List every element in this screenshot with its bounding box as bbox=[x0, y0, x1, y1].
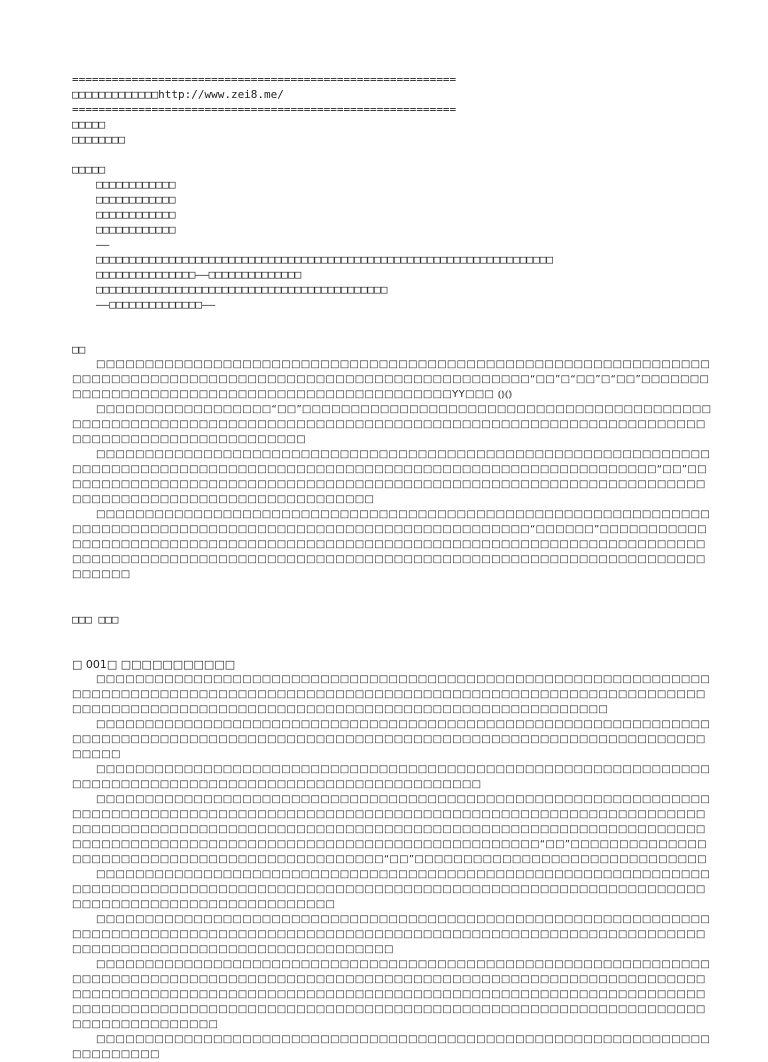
spacer bbox=[72, 582, 712, 612]
chapter-paragraph: □□□□□□□□□□□□□□□□□□□□□□□□□□□□□□□□□□□□□□□□□□□□□□□□□□□□□□□□□□□□□□□□□□□□□□□□□□□□□□□□□□□□□□□□□□□□□□□□□□□□□□□□□ bbox=[72, 764, 711, 790]
spacer bbox=[72, 147, 712, 162]
header-rule-top: ========================================================== bbox=[72, 73, 457, 86]
source-line: □□□□□□□□□□□□□http://www.zei8.me/ bbox=[72, 88, 284, 101]
spacer bbox=[72, 627, 712, 657]
spacer bbox=[72, 312, 712, 342]
intro-line: □□□□□□□□□□□□□□□——□□□□□□□□□□□□□□ bbox=[96, 268, 302, 281]
chapter-paragraph: □□□□□□□□□□□□□□□□□□□□□□□□□□□□□□□□□□□□□□□□□□□□□□□□□□□□□□□□□□□□□□□□□□□□□□□□□□□□□□□□□□□□□□□□□□□□□□□□□□□□□□□□□□□□□□□□□□□□□□□□□□□□□□□□□□□□□□□□□□□□□□□□□□□□□□□□□□□□□□□□□□□□□□□□□□□□□□□□□□□□□□□ bbox=[72, 674, 711, 715]
document-page bbox=[72, 72, 712, 1062]
header-rule-bottom: ========================================================== bbox=[72, 103, 457, 116]
intro-line: □□□□□□□□□□□□ bbox=[96, 193, 176, 206]
book-author: □□□□□□□□ bbox=[72, 133, 125, 146]
section-title: □□□ □□□ bbox=[72, 613, 119, 626]
preface-paragraph: □□□□□□□□□□□□□□□□□□□□□□□□□□□□□□□□□□□□□□□□□□□□□□□□□□□□□□□□□□□□□□□□□□□□□□□□□□□□□□□□□□□□□□□□□□□□□□□□□□□□□□□□□□□□□□□□□□□□□□□□□□□“□□”□□□□□□□□□□□□□□□□□□□□□□□□□□□□□□□□□□□□□□□□□□□□□□□□□□□□□□□□□□□□□□□□□□□□□□□□□□□□□□□□□□□□□□□□□□□□□□□□□□ bbox=[72, 449, 711, 505]
intro-line: ——□□□□□□□□□□□□□□—— bbox=[96, 298, 216, 311]
book-title: □□□□□ bbox=[72, 118, 106, 131]
intro-line: □□□□□□□□□□□□ bbox=[96, 178, 176, 191]
chapter-heading: □ 001□ □□□□□□□□□□□ bbox=[72, 658, 236, 671]
chapter-paragraph: □□□□□□□□□□□□□□□□□□□□□□□□□□□□□□□□□□□□□□□□□□□□□□□□□□□□□□□□□□□□□□□□□□□□□□□□□□□□□□□□□□□□□□□□□□□□□□□□□□□□□□□□□□□□□□□□□□□□□□□□□□□□□□□□□□□□□ bbox=[72, 719, 711, 760]
intro-heading: □□□□□ bbox=[72, 163, 106, 176]
intro-line: □□□□□□□□□□□□□□□□□□□□□□□□□□□□□□□□□□□□□□□□□□□□□□□□□□□□□□□□□□□□□□□□□□□□□ bbox=[96, 253, 553, 266]
chapter-paragraph: □□□□□□□□□□□□□□□□□□□□□□□□□□□□□□□□□□□□□□□□□□□□□□□□□□□□□□□□□□□□□□□□□□□□□□□□□□□□□□□□□□□□□□□□□□□□□□□□□□□□□□□□□□□□□□□□□□□□□□□□□□□□□□□□□□□□□□□□□□□□□□□□□□□□□□□□□□□□□□□□□ bbox=[72, 914, 711, 955]
intro-line: —— bbox=[96, 238, 110, 251]
intro-line: □□□□□□□□□□□□□□□□□□□□□□□□□□□□□□□□□□□□□□□□□□□□ bbox=[96, 283, 388, 296]
intro-line: □□□□□□□□□□□□ bbox=[96, 208, 176, 221]
preface-paragraph: □□□□□□□□□□□□□□□□□□□□□□□□□□□□□□□□□□□□□□□□□□□□□□□□□□□□□□□□□□□□□□□□□□□□□□□□□□□□□□□□□□□□□□□□□□□□□□□□□□□□□□□□□□□□□□“□□□□□□”□□□□□□□□□□□□□□□□□□□□□□□□□□□□□□□□□□□□□□□□□□□□□□□□□□□□□□□□□□□□□□□□□□□□□□□□□□□□□□□□□□□□□□□□□□□□□□□□□□□□□□□□□□□□□□□□□□□□□□□□□□□□□□□□□□□□□□□□□□□□□□□□□□□ bbox=[72, 509, 711, 580]
chapter-paragraph: □□□□□□□□□□□□□□□□□□□□□□□□□□□□□□□□□□□□□□□□□□□□□□□□□□□□□□□□□□□□□□□□□□□□□□□□□□□□□□□□□□□□□□□□□□□□□□□□□□□□□□□□□□□□□□□□□□□□□□□□□□□□□□□□□□□□□□□□□□□□□□□□□□□□□□□□□□□□□□□□□□□□□□□□□□□□□□□□□□□□□□□□□□□□□□□□□□□□□□□□□□□□□□□□□□□□□□□□□□□□□□□□□□□□□□□□□□□□□□□□□□□□□□□□□□□□□□□□□□□□□□□□□□□□□□□□□ bbox=[72, 959, 711, 1030]
chapter-paragraph: □□□□□□□□□□□□□□□□□□□□□□□□□□□□□□□□□□□□□□□□□□□□□□□□□□□□□□□□□□□□□□□□□□□□□□□□ bbox=[72, 1034, 711, 1060]
chapter-paragraph: □□□□□□□□□□□□□□□□□□□□□□□□□□□□□□□□□□□□□□□□□□□□□□□□□□□□□□□□□□□□□□□□□□□□□□□□□□□□□□□□□□□□□□□□□□□□□□□□□□□□□□□□□□□□□□□□□□□□□□□□□□□□□□□□□□□□□□□□□□□□□□□□□□□□□□□□□□□□□□□□□□□□□□□□□□□□□□□□□□□□□□□□□□□□□□□□□□□□□□□□□□□□□□□□□□□□□□□□□□□□□□□□□□□□□□□□□□□□□□□□□“□□”□□□□□□□□□□□□□□□□□□□□□□□□□□□□□□□□□□□□□□□□□□□□□□“□□”□□□□□□□□□□□□□□□□□□□□□□□□□□□□□□ bbox=[72, 794, 711, 865]
preface-paragraph: □□□□□□□□□□□□□□□□□□“□□”□□□□□□□□□□□□□□□□□□□□□□□□□□□□□□□□□□□□□□□□□□□□□□□□□□□□□□□□□□□□□□□□□□□□□□□□□□□□□□□□□□□□□□□□□□□□□□□□□□□□□□□□□□□□□□□□□□□□□□□□□□□□□□□□□□□ bbox=[72, 404, 712, 445]
intro-line: □□□□□□□□□□□□ bbox=[96, 223, 176, 236]
preface-paragraph: □□□□□□□□□□□□□□□□□□□□□□□□□□□□□□□□□□□□□□□□□□□□□□□□□□□□□□□□□□□□□□□□□□□□□□□□□□□□□□□□□□□□□□□□□□□□□□□□□□□□□□□□□□□□□□“□□”□“□□”□“□□”□□□□□□□□□□□□□□□□□□□□□□□□□□□□□□□□□□□□□□□□□□□□□□YY□□□ ⦅⦆⦅⦆ bbox=[72, 359, 711, 400]
chapter-paragraph: □□□□□□□□□□□□□□□□□□□□□□□□□□□□□□□□□□□□□□□□□□□□□□□□□□□□□□□□□□□□□□□□□□□□□□□□□□□□□□□□□□□□□□□□□□□□□□□□□□□□□□□□□□□□□□□□□□□□□□□□□□□□□□□□□□□□□□□□□□□□□□□□□□□□□□□□□□□ bbox=[72, 869, 711, 910]
preface-heading: □□ bbox=[72, 343, 86, 356]
